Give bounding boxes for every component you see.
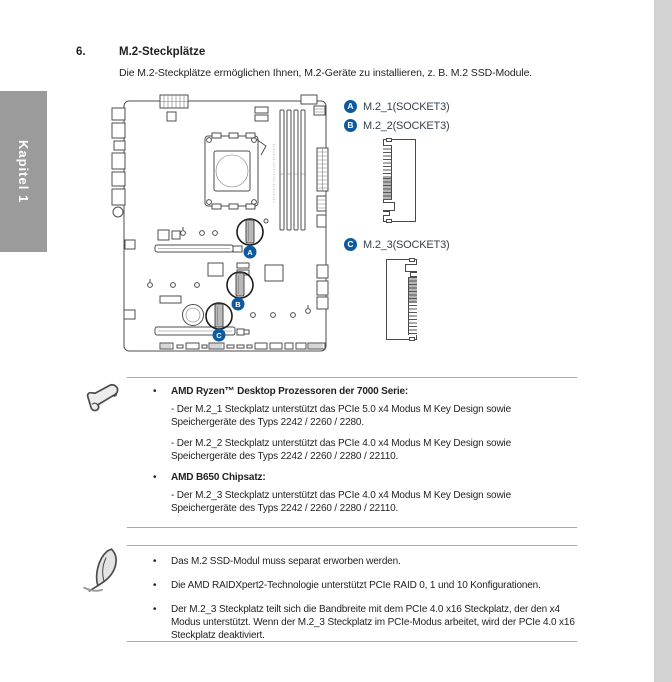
callout-badge-a: A: [344, 100, 357, 113]
hand-pointer-icon: [84, 382, 120, 414]
section-title: M.2-Steckplätze: [119, 46, 206, 58]
pcie-slot-2: [155, 327, 249, 335]
note-item: [127, 555, 577, 568]
chapter-tab: [0, 91, 47, 252]
note-block-important: [127, 377, 577, 528]
callout-badge-c: C: [344, 238, 357, 251]
connector-key-step: [383, 211, 390, 216]
callout-label-a: M.2_1(SOCKET3): [363, 100, 450, 113]
note-item: [127, 385, 577, 471]
note-item: [127, 579, 577, 592]
cmos-battery: [183, 305, 204, 326]
board-badge-b: B: [235, 299, 241, 309]
board-badge-c: C: [216, 330, 222, 340]
page-edge-gutter: [654, 0, 672, 682]
note-item-title: AMD B650 Chipsatz:: [171, 472, 266, 483]
note-item-title: AMD Ryzen™ Desktop Prozessoren der 7000 Serie:: [171, 386, 409, 397]
bullet: •: [153, 472, 157, 483]
callout-row-c: [344, 238, 449, 251]
callout-label-b: M.2_2(SOCKET3): [363, 119, 450, 132]
note-item-line: - Der M.2_1 Steckplatz unterstützt das PCIe 5.0 x4 Modus M Key Design sowie Speichergeräte des Typs 2242 / 2260 / 2280.: [171, 404, 512, 428]
motherboard-diagram: [108, 89, 348, 355]
callout-row-b: [344, 119, 449, 132]
section-number: 6.: [76, 46, 86, 58]
note-item-line: Das M.2 SSD-Modul muss separat erworben werden.: [171, 556, 401, 567]
connector-key-notch: [405, 264, 417, 272]
note-item-line: Die AMD RAIDXpert2-Technologie unterstützt PCIe RAID 0, 1 und 10 Konfigurationen.: [171, 580, 541, 591]
callout-row-a: [344, 100, 449, 113]
note-block-info: [127, 545, 577, 642]
atx-power-connector: [317, 148, 328, 191]
bullet: •: [153, 604, 157, 615]
note-item: [127, 603, 577, 642]
cpu-socket: [205, 133, 266, 209]
m2-connector-drawing-c: [386, 259, 417, 340]
chapter-tab-label: Kapitel 1: [16, 139, 31, 204]
m2-connector-drawing-ab: [383, 139, 416, 222]
section-intro: Die M.2-Steckplätze ermöglichen Ihnen, M.2-Geräte zu installieren, z. B. M.2 SSD-Module.: [119, 67, 533, 79]
pcie-slot-1: [155, 245, 242, 252]
connector-key-notch: [383, 202, 395, 211]
connector-tab: [409, 258, 415, 262]
note-item-line: - Der M.2_2 Steckplatz unterstützt das PCIe 4.0 x4 Modus M Key Design sowie Speichergeräte des Typs 2242 / 2260 / 2280 / 22110.: [171, 438, 512, 462]
callout-label-c: M.2_3(SOCKET3): [363, 238, 450, 251]
note-item-line: Der M.2_3 Steckplatz teilt sich die Bandbreite mit dem PCIe 4.0 x16 Steckplatz, der den x4 Modus unterstützt. Wenn der M.2_3 Steckplatz im PCIe-Modus arbeitet, wird der PCIe 4.0 x16 Steckplatz deaktiviert.: [171, 604, 575, 641]
board-badge-a: A: [247, 247, 253, 257]
connector-pins-shaded: [383, 178, 392, 200]
bullet: •: [153, 580, 157, 591]
bullet: •: [153, 556, 157, 567]
connector-pins-shaded: [408, 277, 417, 303]
bullet: •: [153, 386, 157, 397]
note-item-line: - Der M.2_3 Steckplatz unterstützt das PCIe 4.0 x4 Modus M Key Design sowie Speichergeräte des Typs 2242 / 2260 / 2280 / 22110.: [171, 490, 512, 514]
callout-badge-b: B: [344, 119, 357, 132]
connector-tab: [386, 219, 392, 223]
connector-tab: [409, 337, 415, 341]
connector-tab: [386, 138, 392, 142]
note-item: [127, 471, 577, 523]
pencil-icon: [82, 547, 122, 593]
